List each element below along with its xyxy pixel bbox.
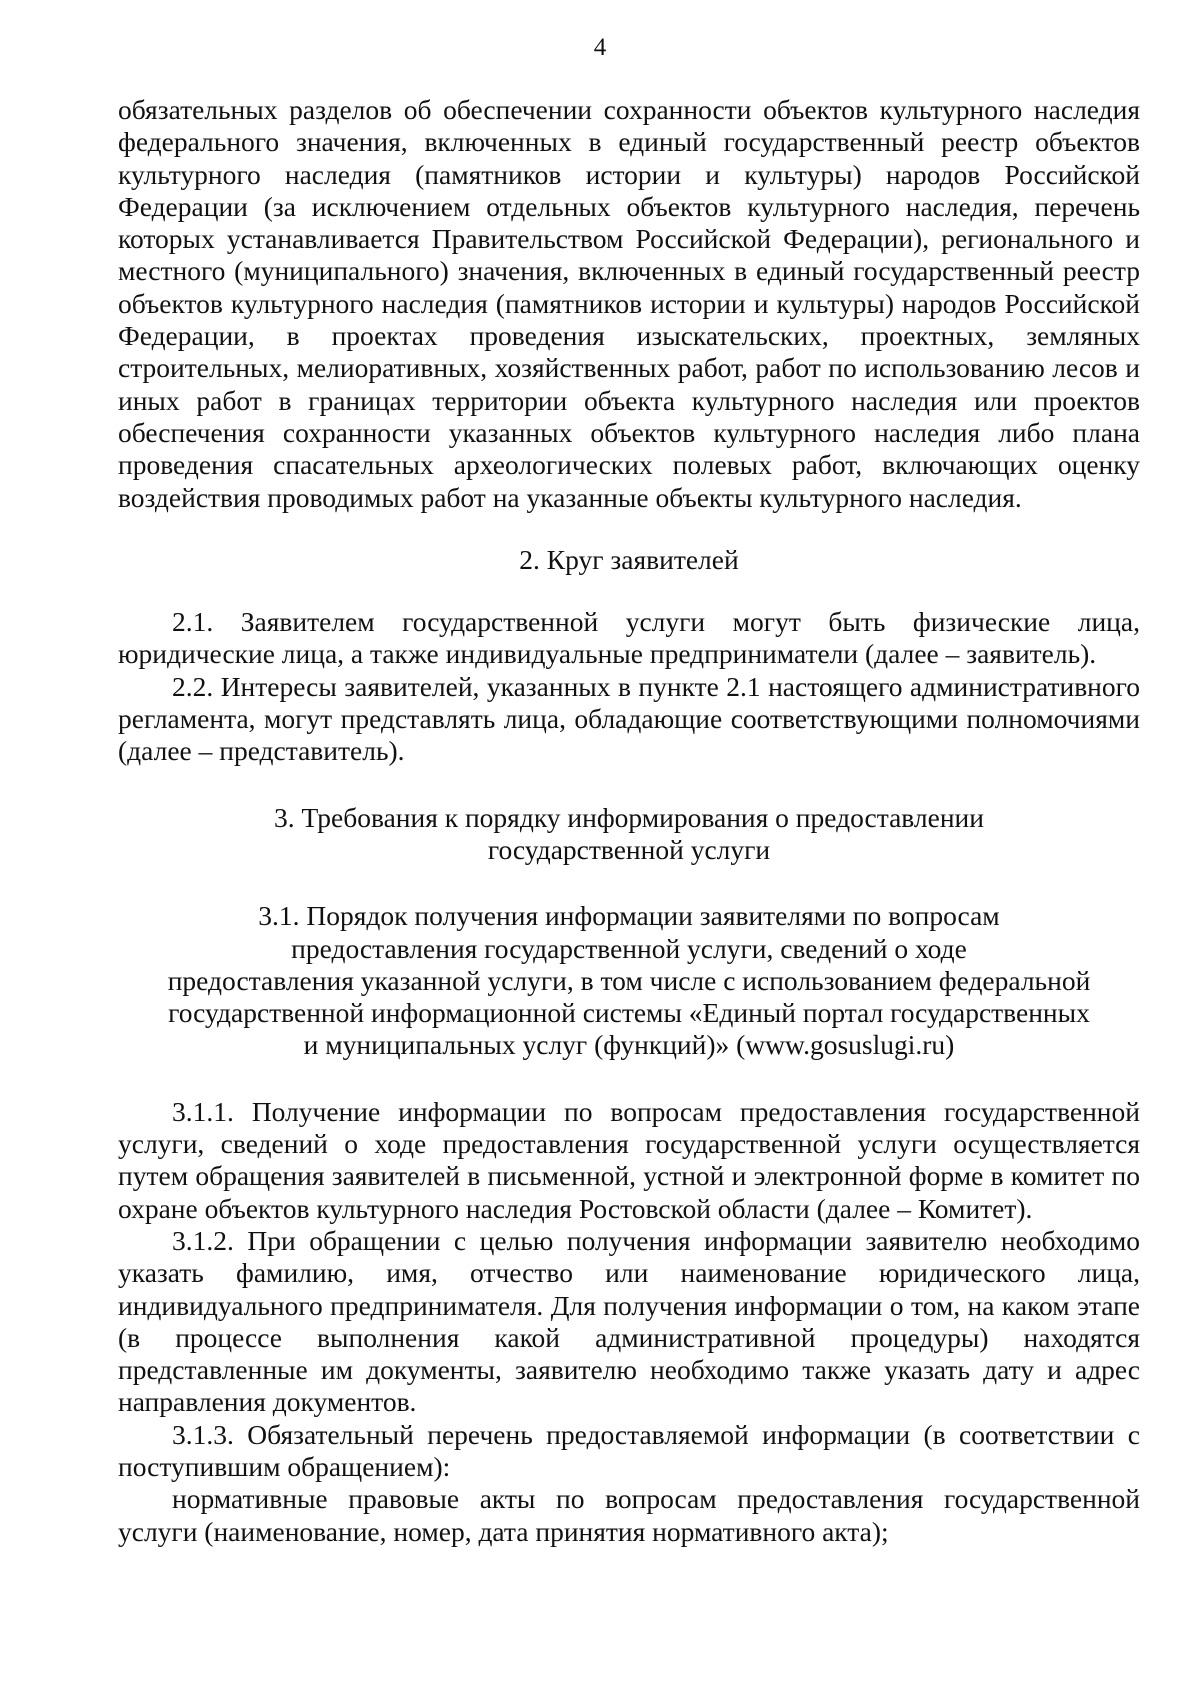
- paragraph-3-1-1: 3.1.1. Получение информации по вопросам предоставления государственной услуги, сведений о ходе предоставления государственной услуги осуществляется путем обращения заявителей в письменной, устной и электронной форме в комитет по охране объектов культурного наследия Ростовской области (далее – Комитет).: [118, 1095, 1140, 1224]
- section-2-heading: 2. Круг заявителей: [519, 543, 739, 575]
- subsection-3-1-heading-line: предоставления указанной услуги, в том числе с использованием федеральной: [167, 964, 1091, 996]
- subsection-3-1-heading-line: 3.1. Порядок получения информации заявителями по вопросам: [258, 900, 1000, 932]
- section-3-heading-line: государственной услуги: [487, 833, 771, 865]
- intro-paragraph: обязательных разделов об обеспечении сохранности объектов культурного наследия федерального значения, включенных в единый государственный реестр объектов культурного наследия (памятников истории и культуры) народов Российской Федерации (за исключением отдельных объектов культурного наследия, перечень которых устанавливается Правительством Российской Федерации), регионального и местного (муниципального) значения, включенных в единый государственный реестр объектов культурного наследия (памятников истории и культуры) народов Российской Федерации, в проектах проведения изыскательских, проектных, земляных строительных, мелиоративных, хозяйственных работ, работ по использованию лесов и иных работ в границах территории объекта культурного наследия или проектов обеспечения сохранности указанных объектов культурного наследия либо плана проведения спасательных археологических полевых работ, включающих оценку воздействия проводимых работ на указанные объекты культурного наследия.: [118, 94, 1140, 513]
- paragraph-2-2: 2.2. Интересы заявителей, указанных в пункте 2.1 настоящего административного регламента, могут представлять лица, обладающие соответствующими полномочиями (далее – представитель).: [118, 670, 1140, 767]
- section-3-heading: [118, 802, 1140, 867]
- page-number: 4: [593, 34, 607, 61]
- paragraph-2-1: 2.1. Заявителем государственной услуги могут быть физические лица, юридические лица, а также индивидуальные предприниматели (далее – заявитель).: [118, 606, 1140, 670]
- paragraph-3-1-3: 3.1.3. Обязательный перечень предоставляемой информации (в соответствии с поступившим обращением):: [118, 1418, 1140, 1482]
- subsection-3-1-heading-line: и муниципальных услуг (функций)» (www.gosuslugi.ru): [303, 1029, 955, 1061]
- subsection-3-1-heading-line: предоставления государственной услуги, сведений о ходе: [291, 932, 967, 964]
- paragraph-3-1-2: 3.1.2. При обращении с целью получения информации заявителю необходимо указать фамилию, имя, отчество или наименование юридического лица, индивидуального предпринимателя. Для получения информации о том, на каком этапе (в процессе выполнения какой административной процедуры) находятся представленные им документы, заявителю необходимо также указать дату и адрес направления документов.: [118, 1224, 1140, 1418]
- section-3-heading-line: 3. Требования к порядку информирования о предоставлении: [274, 801, 984, 833]
- subsection-3-1-heading: [118, 900, 1140, 1061]
- list-item-normative-acts: нормативные правовые акты по вопросам предоставления государственной услуги (наименование, номер, дата принятия нормативного акта);: [118, 1483, 1140, 1547]
- subsection-3-1-heading-line: государственной информационной системы «Единый портал государственных: [168, 997, 1090, 1029]
- document-body: [118, 94, 1140, 1548]
